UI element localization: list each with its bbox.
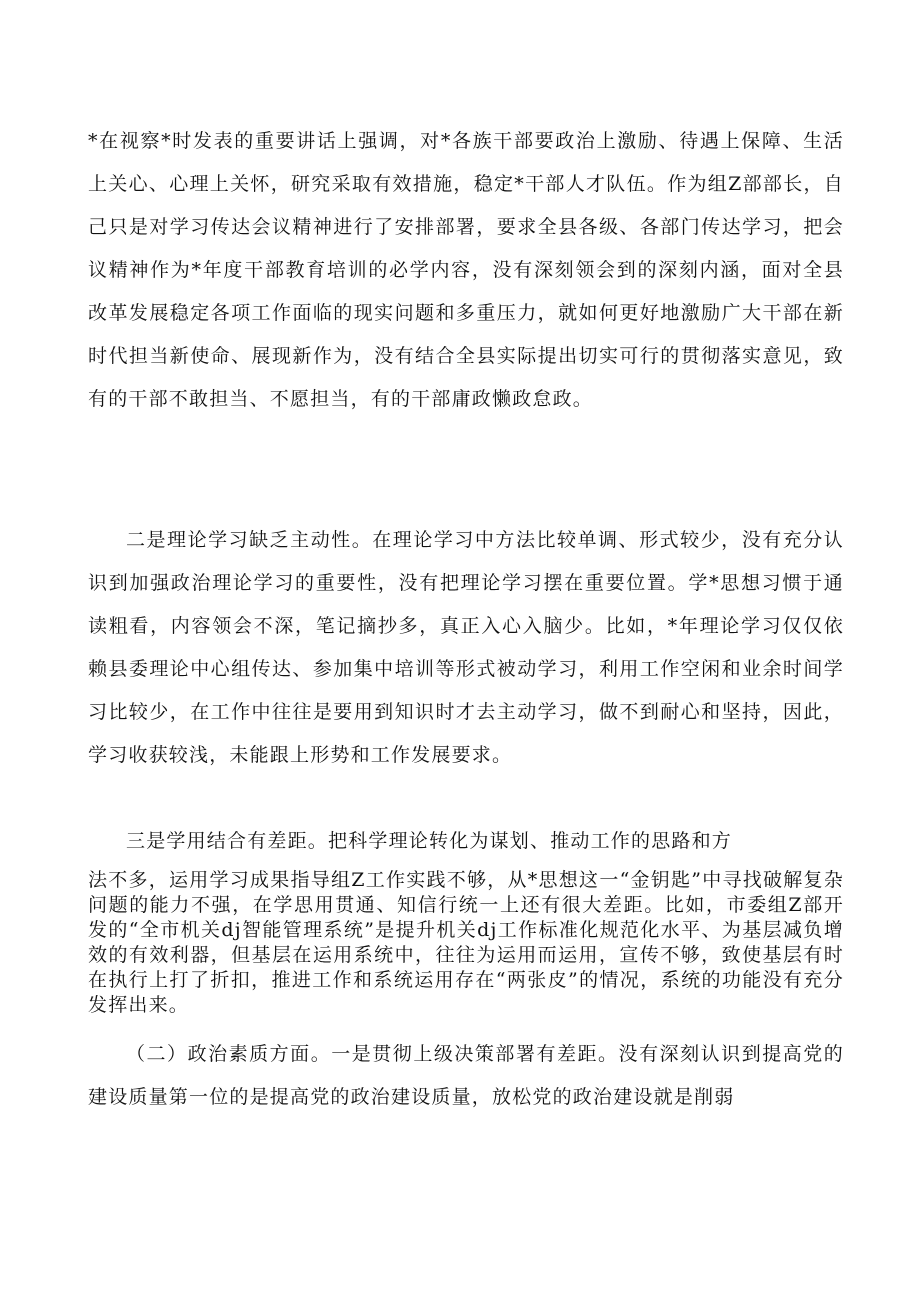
paragraph-political-quality: （二）政治素质方面。一是贯彻上级决策部署有差距。没有深刻认识到提高党的建设质量第一位的是提高党的政治建设质量，放松党的政治建设就是削弱 (88, 1043, 844, 1108)
paragraph-incentive-cadres: *在视察*时发表的重要讲话上强调，对*各族干部要政治上激励、待遇上保障、生活上关心、心理上关怀，研究采取有效措施，稳定*干部人才队伍。作为组Z部部长，自己只是对学习传达会议精神进行了安排部署，要求全县各级、各部门传达学习，把会议精神作为*年度干部教育培训的必学内容，没有深刻领会到的深刻内涵，面对全县改革发展稳定各项工作面临的现实问题和多重压力，就如何更好地激励广大干部在新时代担当新使命、展现新作为，没有结合全县实际提出切实可行的贯彻落实意见，致有的干部不敢担当、不愿担当，有的干部庸政懒政怠政。 (88, 130, 844, 410)
paragraph-study-application-heading: 三是学用结合有差距。把科学理论转化为谋划、推动工作的思路和方 (126, 830, 733, 852)
paragraph-theory-study: 二是理论学习缺乏主动性。在理论学习中方法比较单调、形式较少，没有充分认识到加强政治理论学习的重要性，没有把理论学习摆在重要位置。学*思想习惯于通读粗看，内容领会不深，笔记摘抄多，真正入心入脑少。比如，*年理论学习仅仅依赖县委理论中心组传达、参加集中培训等形式被动学习，利用工作空闲和业余时间学习比较少，在工作中往往是要用到知识时才去主动学习，做不到耐心和坚持，因此，学习收获较浅，未能跟上形势和工作发展要求。 (88, 529, 844, 766)
paragraph-study-application-body: 法不多，运用学习成果指导组Z工作实践不够，从*思想这一“金钥匙”中寻找破解复杂问题的能力不强，在学思用贯通、知信行统一上还有很大差距。比如，市委组Z部开发的“全市机关dj智能管理系统”是提升机关dj工作标准化规范化水平、为基层减负增效的有效利器，但基层在运用系统中，往往为运用而运用，宣传不够，致使基层有时在执行上打了折扣，推进工作和系统运用存在“两张皮”的情况，系统的功能没有充分发挥出来。 (88, 869, 844, 1016)
